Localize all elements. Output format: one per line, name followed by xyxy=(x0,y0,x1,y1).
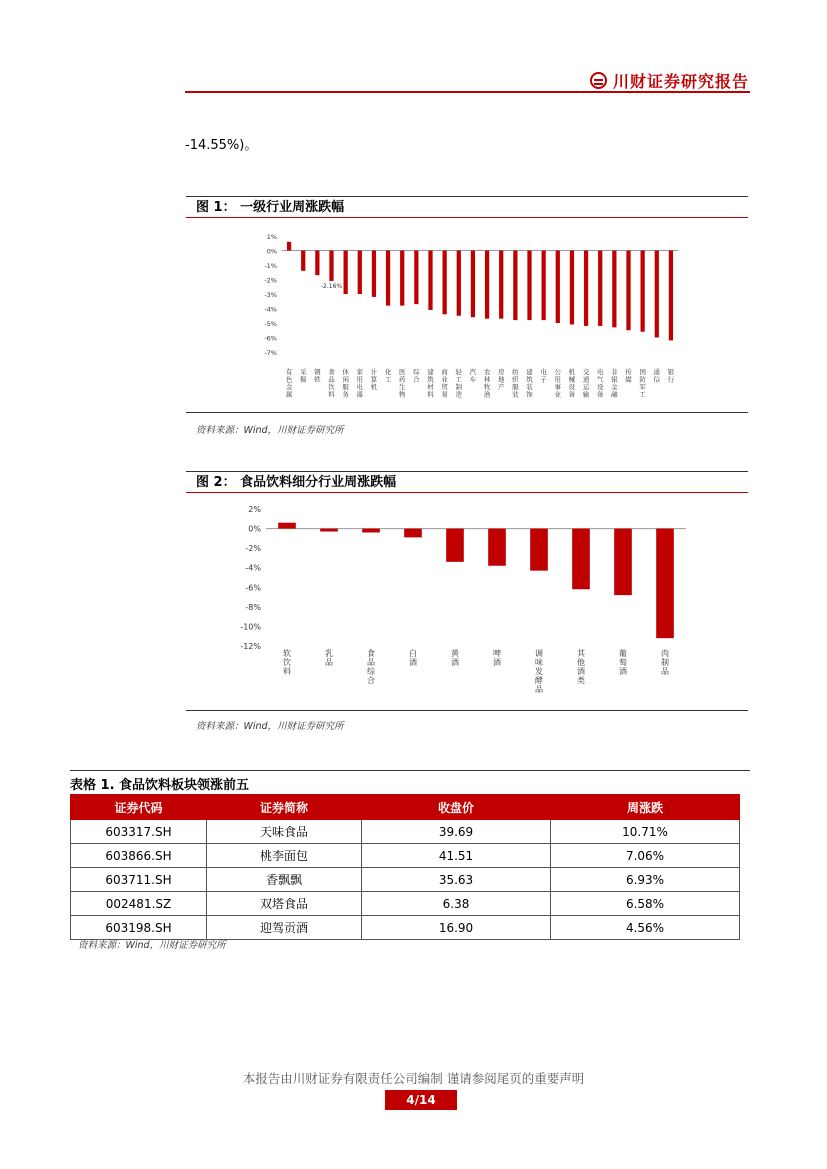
y-tick-label: -4% xyxy=(245,563,261,573)
y-tick-label: -6% xyxy=(245,583,261,593)
x-category-label: 计算机 xyxy=(370,368,378,391)
brand-title: 川财证券研究报告 xyxy=(612,71,749,91)
figure1-chart xyxy=(186,222,748,410)
y-tick-label: 2% xyxy=(248,505,261,514)
figure1-title: 图 1： 一级行业周涨跌幅 xyxy=(196,200,345,215)
cell-name: 双塔食品 xyxy=(207,892,362,916)
y-tick-label: -4% xyxy=(264,305,277,314)
cell-close: 39.69 xyxy=(362,820,551,844)
bar xyxy=(499,251,503,319)
x-category-label: 综合 xyxy=(413,368,420,384)
bar xyxy=(656,529,674,639)
table-source: 资料来源：Wind，川财证券研究所 xyxy=(78,940,226,951)
y-tick-label: -1% xyxy=(264,262,277,270)
x-category-label: 钢铁 xyxy=(314,368,321,384)
bar xyxy=(572,529,590,590)
x-category-label: 交通运输 xyxy=(582,368,590,399)
y-tick-label: -12% xyxy=(240,642,261,651)
intro-text: -14.55%)。 xyxy=(185,138,258,153)
x-category-label: 休闲服务 xyxy=(342,368,349,399)
y-tick-label: -5% xyxy=(264,320,277,328)
x-category-label: 食品饮料 xyxy=(328,368,335,399)
cell-name: 迎驾贡酒 xyxy=(207,916,362,940)
x-category-label: 轻工制造 xyxy=(455,368,463,399)
col-header-code: 证券代码 xyxy=(71,795,207,820)
y-tick-label: -6% xyxy=(264,334,277,343)
bar xyxy=(315,251,319,276)
bar xyxy=(488,529,506,566)
company-logo-icon xyxy=(590,72,607,89)
x-category-label: 乳品 xyxy=(325,649,333,667)
data-annotation: -2.16% xyxy=(320,283,343,291)
table-row xyxy=(71,820,740,844)
cell-close: 16.90 xyxy=(362,916,551,940)
bar xyxy=(556,251,560,324)
cell-code: 603198.SH xyxy=(71,916,207,940)
x-category-label: 家用电器 xyxy=(356,368,364,399)
footer-disclaimer: 本报告由川财证券有限责任公司编制 谨请参阅尾页的重要声明 xyxy=(242,1071,585,1086)
page-number: 4/14 xyxy=(385,1090,457,1110)
bar xyxy=(457,251,461,316)
cell-name: 天味食品 xyxy=(207,820,362,844)
col-header-close: 收盘价 xyxy=(362,795,551,820)
cell-close: 6.38 xyxy=(362,892,551,916)
bar xyxy=(614,529,632,596)
y-tick-label: -2% xyxy=(264,276,277,285)
cell-change: 4.56% xyxy=(551,916,740,940)
cell-change: 6.93% xyxy=(551,868,740,892)
x-category-label: 葡萄酒 xyxy=(619,649,627,676)
table-header-row xyxy=(71,795,740,820)
table-row xyxy=(71,868,740,892)
x-category-label: 商业贸易 xyxy=(441,368,448,399)
x-category-label: 建筑装饰 xyxy=(526,368,533,399)
x-category-label: 公用事业 xyxy=(554,368,562,399)
x-category-label: 传媒 xyxy=(625,368,632,384)
x-category-label: 电气设备 xyxy=(596,368,604,399)
cell-change: 7.06% xyxy=(551,844,740,868)
bar xyxy=(598,251,602,326)
x-category-label: 银行 xyxy=(667,368,675,384)
bar xyxy=(446,529,464,562)
bar xyxy=(471,251,475,318)
y-tick-label: 0% xyxy=(248,524,261,534)
bar xyxy=(414,251,418,305)
bar xyxy=(386,251,390,306)
figure1-source: 资料来源：Wind，川财证券研究所 xyxy=(196,425,344,436)
table-title: 表格 1. 食品饮料板块领涨前五 xyxy=(70,778,250,793)
figure1-header xyxy=(186,196,748,218)
table-row xyxy=(71,892,740,916)
cell-close: 35.63 xyxy=(362,868,551,892)
x-category-label: 有色金属 xyxy=(285,368,293,399)
x-category-label: 其他酒类 xyxy=(577,649,585,685)
cell-code: 603711.SH xyxy=(71,868,207,892)
x-category-label: 食品综合 xyxy=(367,649,375,685)
bar xyxy=(655,251,659,338)
table-row xyxy=(71,844,740,868)
top-gainers-table xyxy=(70,794,740,940)
figure2-bottom-rule xyxy=(186,710,748,711)
bar xyxy=(584,251,588,326)
x-category-label: 国防军工 xyxy=(639,368,646,399)
x-category-label: 机械设备 xyxy=(568,368,576,399)
x-category-label: 黄酒 xyxy=(451,649,459,667)
cell-name: 桃李面包 xyxy=(207,844,362,868)
x-category-label: 房地产 xyxy=(497,368,505,391)
bar xyxy=(626,251,630,331)
cell-code: 603866.SH xyxy=(71,844,207,868)
bar xyxy=(428,251,432,310)
x-category-label: 电子 xyxy=(540,368,547,384)
y-tick-label: -3% xyxy=(264,291,277,299)
bar xyxy=(570,251,574,325)
bar xyxy=(669,251,673,341)
figure2-source: 资料来源：Wind，川财证券研究所 xyxy=(196,721,344,732)
bar xyxy=(358,251,362,295)
bar xyxy=(513,251,517,321)
col-header-name: 证券简称 xyxy=(207,795,362,820)
cell-change: 10.71% xyxy=(551,820,740,844)
bar xyxy=(320,529,338,532)
x-category-label: 汽车 xyxy=(469,368,477,384)
y-tick-label: -7% xyxy=(264,349,277,357)
y-tick-label: 1% xyxy=(266,233,277,241)
cell-change: 6.58% xyxy=(551,892,740,916)
y-tick-label: -2% xyxy=(245,544,261,554)
x-category-label: 采掘 xyxy=(299,368,307,384)
cell-code: 603317.SH xyxy=(71,820,207,844)
x-category-label: 白酒 xyxy=(409,649,417,667)
x-category-label: 医药生物 xyxy=(398,368,406,399)
bar xyxy=(404,529,422,538)
bar xyxy=(287,242,291,251)
cell-code: 002481.SZ xyxy=(71,892,207,916)
bar xyxy=(542,251,546,321)
bar xyxy=(443,251,447,315)
figure2-title: 图 2： 食品饮料细分行业周涨跌幅 xyxy=(196,475,397,490)
table-top-rule xyxy=(70,770,750,771)
x-category-label: 调味发酵品 xyxy=(535,649,543,694)
bar xyxy=(400,251,404,306)
bar xyxy=(329,251,333,281)
x-category-label: 非银金融 xyxy=(611,368,618,399)
y-tick-label: 0% xyxy=(266,247,277,256)
x-category-label: 化工 xyxy=(384,368,392,384)
bar xyxy=(301,251,305,271)
table-row xyxy=(71,916,740,940)
bar xyxy=(372,251,376,297)
figure2-header xyxy=(186,471,748,493)
header-divider xyxy=(185,91,750,93)
bar xyxy=(612,251,616,328)
cell-name: 香飘飘 xyxy=(207,868,362,892)
figure2-chart xyxy=(186,496,748,708)
x-category-label: 纺织服装 xyxy=(512,368,519,399)
brand-header xyxy=(590,70,749,90)
x-category-label: 啤酒 xyxy=(493,649,501,667)
bar xyxy=(344,251,348,295)
bar xyxy=(485,251,489,319)
x-category-label: 肉制品 xyxy=(661,649,669,676)
bar xyxy=(530,529,548,571)
y-tick-label: -8% xyxy=(245,602,261,612)
bar xyxy=(527,251,531,321)
bar xyxy=(641,251,645,332)
y-tick-label: -10% xyxy=(240,622,261,632)
figure1-bottom-rule xyxy=(186,412,748,413)
x-category-label: 通信 xyxy=(653,368,661,384)
x-category-label: 农林牧渔 xyxy=(483,368,491,399)
bar xyxy=(278,523,296,529)
x-category-label: 软饮料 xyxy=(283,649,291,676)
x-category-label: 建筑材料 xyxy=(427,368,434,399)
cell-close: 41.51 xyxy=(362,844,551,868)
bar xyxy=(362,529,380,533)
col-header-change: 周涨跌 xyxy=(551,795,740,820)
